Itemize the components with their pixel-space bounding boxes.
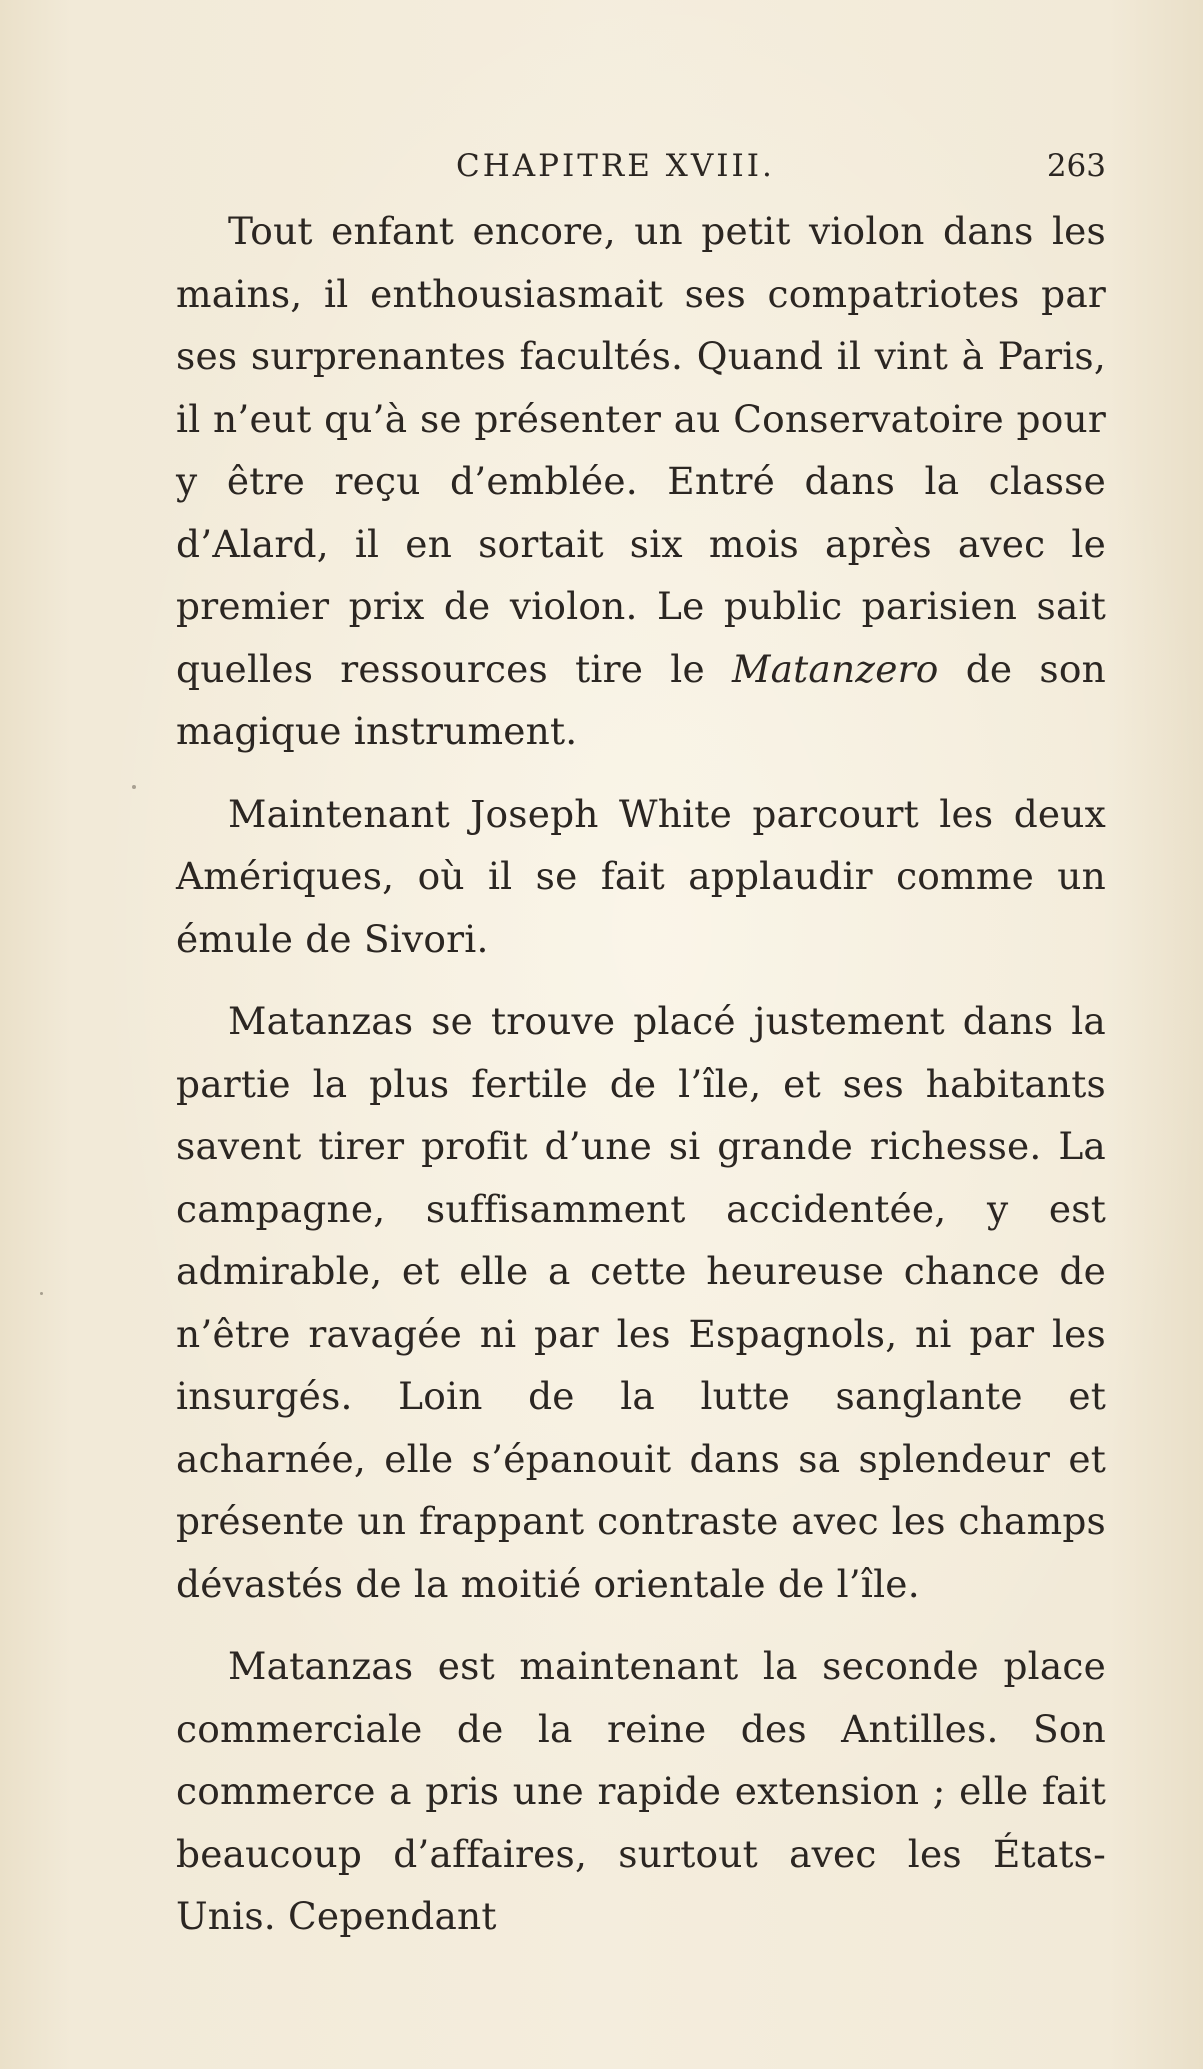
paper-speck: [40, 1292, 43, 1295]
paragraph-4: Matanzas est maintenant la seconde place commerciale de la reine des Antilles. Son commerce a pris une rapide extension ; elle fait beaucoup d’affaires, surtout avec les États-Unis. Cependant: [176, 1644, 1106, 1938]
paragraph-1: [176, 200, 1106, 763]
page-number: 263: [1046, 148, 1106, 184]
running-title: CHAPITRE XVIII.: [456, 148, 775, 184]
paragraph-1-text-start: Tout enfant encore, un petit violon dans les mains, il enthousiasmait ses compatriotes par ses surprenantes facultés. Quand il vint à Paris, il n’eut qu’à se présenter au Conservatoire pour y être reçu d’emblée. Entré dans la classe d’Alard, il en sortait six mois après avec le premier prix de violon. Le public parisien sait quelles ressources tire le: [176, 209, 1106, 691]
paragraph-3: Matanzas se trouve placé justement dans la partie la plus fertile de l’île, et ses habitants savent tirer profit d’une si grande richesse. La campagne, suffisamment accidentée, y est admirable, et elle a cette heureuse chance de n’être ravagée ni par les Espagnols, ni par les insurgés. Loin de la lutte sanglante et acharnée, elle s’épanouit dans sa splendeur et présente un frappant contraste avec les champs dévastés de la moitié orientale de l’île.: [176, 999, 1106, 1606]
paragraph-1-text-end: de son magique instrument.: [176, 646, 1106, 753]
body-text: [176, 200, 1106, 1968]
paragraph-2: Maintenant Joseph White parcourt les deux Amériques, où il se fait applaudir comme un émule de Sivori.: [176, 791, 1106, 961]
italic-term: Matanzero: [731, 646, 939, 691]
paper-speck: [640, 1088, 643, 1091]
page-header: [176, 142, 1106, 190]
paper-speck: [132, 785, 136, 789]
